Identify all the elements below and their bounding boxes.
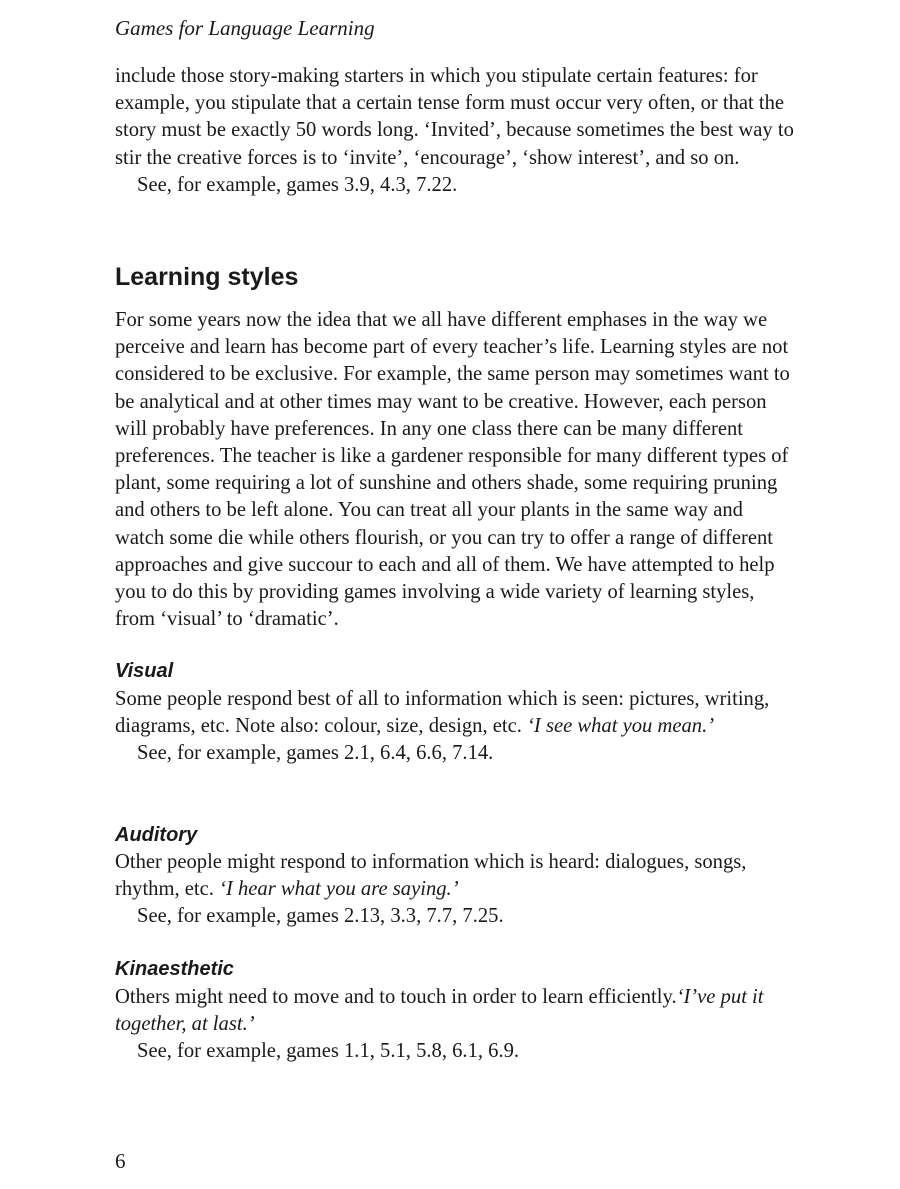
auditory-heading: Auditory (115, 824, 198, 846)
visual-heading: Visual (115, 660, 174, 682)
auditory-text: Other people might respond to information which is heard: dialogues, songs, rhythm, etc. (115, 851, 747, 901)
kinaesthetic-quote: ‘I’ve put it together, at last.’ (115, 986, 764, 1036)
kinaesthetic-section (115, 984, 795, 1066)
kinaesthetic-text: Others might need to move and to touch in order to learn efficiently. (115, 986, 677, 1008)
auditory-quote: ‘I hear what you are saying.’ (219, 878, 459, 901)
learning-styles-paragraph: For some years now the idea that we all have different emphases in the way we perceive and learn has become part of every teacher’s life. Learning styles are not considered to be exclusive. For example, the same person may sometimes want to be analytical and at other times may want to be creative. However, each person will probably have preferences. In any one class there can be many different preferences. The teacher is like a gardener responsible for many different types of plant, some requiring a lot of sunshine and others shade, some requiring pruning and others to be left alone. You can treat all your plants in the same way and watch some die while others flourish, or you can try to offer a range of different approaches and give succour to each and all of them. We have attempted to help you to do this by providing games involving a wide variety of learning styles, from ‘visual’ to ‘dramatic’. (115, 309, 790, 631)
running-head: Games for Language Learning (115, 16, 375, 40)
visual-see-also: See, for example, games 2.1, 6.4, 6.6, 7.14. (137, 742, 494, 765)
kinaesthetic-see-also: See, for example, games 1.1, 5.1, 5.8, 6.1, 6.9. (137, 1040, 520, 1063)
visual-quote: ‘I see what you mean.’ (527, 715, 715, 738)
intro-paragraph: include those story-making starters in which you stipulate certain features: for example, you stipulate that a certain tense form must occur very often, or that the story must be exactly 50 words long. ‘Invited’, because sometimes the best way to stir the creative forces is to ‘invite’, ‘encourage’, ‘show interest’, and so on. (115, 65, 794, 169)
kinaesthetic-heading: Kinaesthetic (115, 958, 234, 980)
visual-section (115, 686, 795, 768)
auditory-see-also: See, for example, games 2.13, 3.3, 7.7, 7.25. (137, 905, 504, 928)
visual-text: Some people respond best of all to information which is seen: pictures, writing, diagrams, etc. Note also: colour, size, design, etc. (115, 688, 770, 738)
page-number: 6 (115, 1149, 126, 1173)
kinaesthetic-paragraph (115, 984, 795, 1038)
learning-styles-section (115, 307, 795, 633)
intro-see-also: See, for example, games 3.9, 4.3, 7.22. (137, 173, 458, 196)
learning-styles-heading: Learning styles (115, 263, 299, 291)
auditory-section (115, 849, 795, 931)
visual-paragraph (115, 686, 795, 740)
auditory-paragraph (115, 849, 795, 903)
intro-section (115, 63, 795, 199)
